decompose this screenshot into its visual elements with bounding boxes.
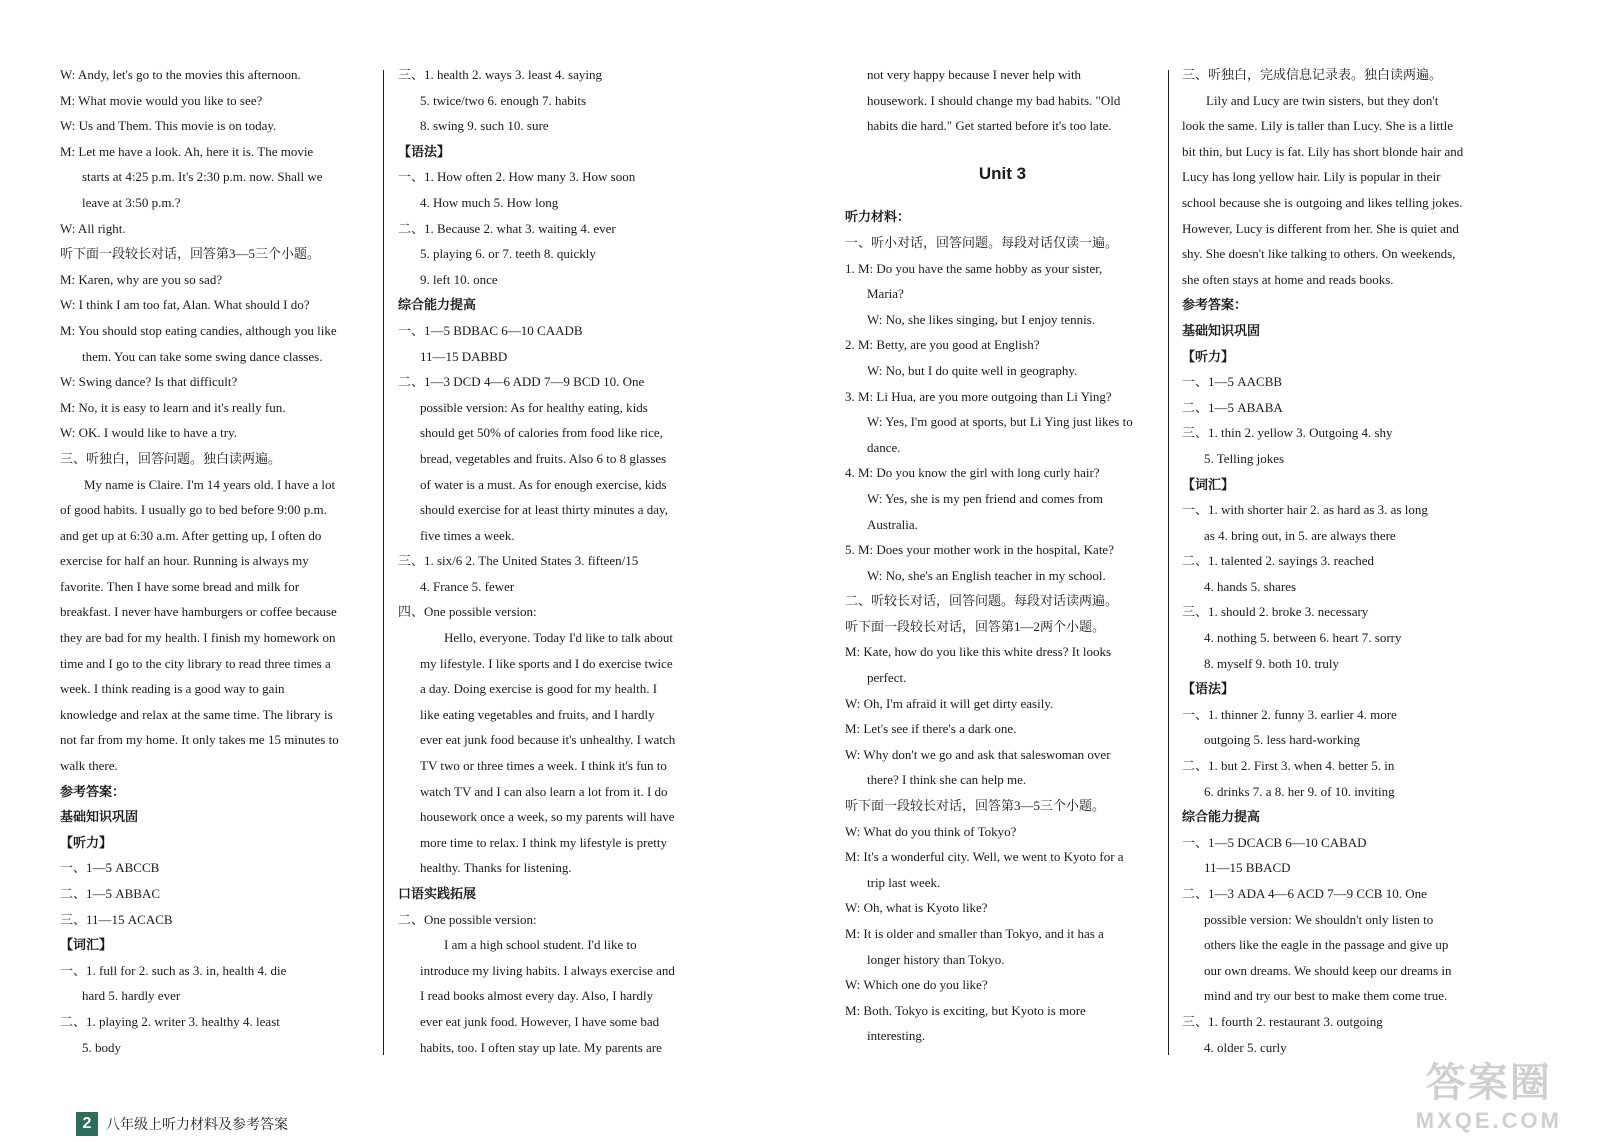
text-line: 三、1. health 2. ways 3. least 4. saying [398, 67, 602, 82]
text-line: should get 50% of calories from food like rice, [420, 425, 663, 441]
left-page-column-2 [398, 62, 720, 1060]
text-line: 三、1. fourth 2. restaurant 3. outgoing [1182, 1013, 1383, 1029]
text-line: should exercise for at least thirty minutes a day, [420, 502, 668, 518]
text-line: 【听力】 [1182, 348, 1235, 364]
text-line: M: Let's see if there's a dark one. [845, 721, 1017, 737]
text-line: trip last week. [867, 874, 941, 890]
text-line: 二、听较长对话，回答问题。每段对话读两遍。 [845, 593, 1119, 609]
text-line: dance. [867, 439, 901, 455]
text-line: M: It's a wonderful city. Well, we went to Kyoto for a [845, 849, 1124, 865]
text-line: possible version: We shouldn't only listen to [1204, 911, 1434, 927]
text-line: 8. myself 9. both 10. truly [1204, 655, 1340, 671]
text-line: 1. M: Do you have the same hobby as your sister, [845, 260, 1103, 276]
text-line: 一、1. thinner 2. funny 3. earlier 4. more [1182, 706, 1397, 722]
text-line: 二、One possible version: [398, 911, 537, 927]
text-line: W: Why don't we go and ask that saleswoman over [845, 746, 1111, 762]
text-line: of water is a must. As for enough exercise, kids [420, 476, 667, 492]
text-line: favorite. Then I have some bread and milk for [60, 578, 300, 594]
text-line: 一、1. How often 2. How many 3. How soon [398, 169, 636, 185]
page-number: 2 [76, 1112, 98, 1136]
text-line: walk there. [60, 758, 118, 774]
text-line: exercise for half an hour. Running is always my [60, 553, 309, 569]
text-line: M: Both. Tokyo is exciting, but Kyoto is more [845, 1002, 1086, 1018]
text-line: 4. How much 5. How long [420, 194, 559, 210]
text-line: look the same. Lily is taller than Lucy. She is a little [1182, 118, 1454, 134]
text-line: like eating vegetables and fruits, and I hardly [420, 706, 655, 722]
text-line: 4. France 5. fewer [420, 578, 515, 594]
text-line: housework once a week, so my parents will have [420, 809, 675, 825]
text-line: 5. body [82, 1039, 121, 1055]
text-line: W: I think I am too fat, Alan. What should I do? [60, 297, 310, 313]
text-line: W: Andy, let's go to the movies this afternoon. [60, 67, 301, 82]
text-line: hard 5. hardly ever [82, 988, 181, 1004]
text-line: W: Oh, what is Kyoto like? [845, 900, 988, 916]
text-line: watch TV and I can also learn a lot from it. I do [420, 783, 668, 799]
text-line: 3. M: Li Hua, are you more outgoing than Li Ying? [845, 388, 1112, 404]
text-line: bit thin, but Lucy is fat. Lily has short blonde hair and [1182, 143, 1464, 159]
text-line: However, Lucy is different from her. She is quiet and [1182, 220, 1459, 236]
text-line: shy. She doesn't like talking to others. On weekends, [1182, 246, 1456, 262]
right-page-column-1 [845, 62, 1160, 1049]
text-line: of good habits. I usually go to bed before 9:00 p.m. [60, 502, 327, 518]
text-line: 4. nothing 5. between 6. heart 7. sorry [1204, 630, 1402, 646]
text-line: W: OK. I would like to have a try. [60, 425, 238, 441]
text-line: I read books almost every day. Also, I hardly [420, 988, 654, 1004]
text-line: 三、1. six/6 2. The United States 3. fifteen/15 [398, 553, 639, 569]
text-line: ever eat junk food because it's unhealthy. I watch [420, 732, 676, 748]
text-line: housework. I should change my bad habits. "Old [867, 92, 1121, 108]
text-line: healthy. Thanks for listening. [420, 860, 572, 876]
text-line: 基础知识巩固 [60, 809, 139, 825]
page-footer [76, 1112, 288, 1136]
text-line: Maria? [867, 286, 904, 302]
text-line: 参考答案： [1182, 297, 1248, 313]
text-line: W: What do you think of Tokyo? [845, 823, 1017, 839]
text-line: M: What movie would you like to see? [60, 92, 263, 108]
text-line: 6. drinks 7. a 8. her 9. of 10. inviting [1204, 783, 1395, 799]
text-line: knowledge and relax at the same time. The library is [60, 706, 333, 722]
text-line: 二、1—3 DCD 4—6 ADD 7—9 BCD 10. One [398, 374, 645, 390]
right-page-column-2 [1182, 62, 1502, 1060]
text-line: W: Yes, I'm good at sports, but Li Ying just likes to [867, 414, 1133, 430]
text-line: W: No, she likes singing, but I enjoy tennis. [867, 311, 1096, 327]
text-line: 二、1—3 ADA 4—6 ACD 7—9 CCB 10. One [1182, 886, 1427, 901]
text-line: 【词汇】 [60, 937, 113, 953]
text-line: time and I go to the city library to read three times a [60, 655, 331, 671]
text-line: W: All right. [60, 220, 126, 236]
text-line: 基础知识巩固 [1182, 322, 1261, 338]
text-line: 听下面一段较长对话，回答第1—2两个小题。 [845, 618, 1106, 634]
text-line: 参考答案： [60, 783, 126, 799]
text-line: 2. M: Betty, are you good at English? [845, 337, 1040, 353]
text-line: more time to relax. I think my lifestyle is pretty [420, 834, 667, 850]
text-line: 【语法】 [1182, 681, 1235, 697]
text-line: 三、11—15 ACACB [60, 911, 173, 927]
text-line: others like the eagle in the passage and give up [1204, 937, 1449, 953]
text-line: 二、1—5 ABBAC [60, 886, 161, 901]
text-line: 5. twice/two 6. enough 7. habits [420, 92, 587, 108]
text-line: not far from my home. It only takes me 15 minutes to [60, 732, 339, 748]
text-line: leave at 3:50 p.m.? [82, 194, 181, 210]
text-line: 【听力】 [60, 834, 113, 850]
text-line: M: Let me have a look. Ah, here it is. The movie [60, 143, 314, 159]
text-line: M: Karen, why are you so sad? [60, 271, 223, 287]
text-line: 一、1—5 ABCCB [60, 860, 160, 876]
text-line: Lucy has long yellow hair. Lily is popular in their [1182, 169, 1441, 185]
text-line: 一、1—5 DCACB 6—10 CABAD [1182, 834, 1367, 850]
text-line: 一、听小对话，回答问题。每段对话仅读一遍。 [845, 234, 1119, 250]
text-line: 11—15 BBACD [1204, 860, 1291, 876]
text-line: 一、1—5 BDBAC 6—10 CAADB [398, 322, 583, 338]
text-line: breakfast. I never have hamburgers or coffee because [60, 604, 337, 620]
text-line: 4. M: Do you know the girl with long curly hair? [845, 465, 1100, 481]
text-line: 听下面一段较长对话，回答第3—5三个小题。 [60, 246, 321, 262]
unit-title: Unit 3 [978, 163, 1027, 183]
text-line: habits die hard." Get started before it's too late. [867, 118, 1112, 134]
text-line: 听力材料： [845, 209, 911, 225]
text-line: 二、1. playing 2. writer 3. healthy 4. least [60, 1013, 280, 1029]
text-line: My name is Claire. I'm 14 years old. I have a lot [84, 476, 336, 492]
text-line: outgoing 5. less hard-working [1204, 732, 1360, 748]
text-line: Australia. [867, 516, 918, 532]
text-line: Lily and Lucy are twin sisters, but they don't [1206, 92, 1439, 108]
text-line: W: No, she's an English teacher in my school. [867, 567, 1106, 583]
text-line: 三、1. should 2. broke 3. necessary [1182, 604, 1369, 620]
text-line: 三、1. thin 2. yellow 3. Outgoing 4. shy [1182, 425, 1393, 441]
text-line: M: Kate, how do you like this white dress? It looks [845, 644, 1112, 660]
text-line: 二、1. but 2. First 3. when 4. better 5. in [1182, 758, 1395, 774]
text-line: interesting. [867, 1028, 926, 1044]
text-line: W: Which one do you like? [845, 977, 988, 993]
text-line: 三、听独白，完成信息记录表。独白读两遍。 [1182, 67, 1443, 82]
text-line: starts at 4:25 p.m. It's 2:30 p.m. now. Shall we [82, 169, 323, 185]
watermark-logo: 答案圈 MXQE.COM [1415, 1061, 1562, 1133]
text-line: bread, vegetables and fruits. Also 6 to 8 glasses [420, 450, 667, 466]
text-line: introduce my living habits. I always exercise and [420, 962, 675, 978]
text-line: 三、听独白，回答问题。独白读两遍。 [60, 450, 282, 466]
text-line: TV two or three times a week. I think it's fun to [420, 758, 667, 774]
text-line: 4. older 5. curly [1204, 1039, 1287, 1055]
text-line: school because she is outgoing and likes telling jokes. [1182, 194, 1463, 210]
text-line: 5. playing 6. or 7. teeth 8. quickly [420, 246, 596, 262]
text-line: they are bad for my health. I finish my homework on [60, 630, 336, 646]
text-line: and get up at 6:30 a.m. After getting up, I often do [60, 527, 322, 543]
left-page-column-1 [60, 62, 376, 1060]
text-line: 11—15 DABBD [420, 348, 508, 364]
text-line: 8. swing 9. such 10. sure [420, 118, 549, 134]
text-line: mind and try our best to make them come true. [1204, 988, 1448, 1004]
text-line: I am a high school student. I'd like to [444, 937, 637, 953]
text-line: 【语法】 [398, 143, 451, 159]
text-line: there? I think she can help me. [867, 772, 1027, 788]
text-line: 综合能力提高 [1182, 809, 1261, 825]
text-line: not very happy because I never help with [867, 67, 1082, 82]
text-line: five times a week. [420, 527, 515, 543]
text-line: 二、1—5 ABABA [1182, 399, 1283, 415]
text-line: 综合能力提高 [398, 297, 477, 313]
text-line: 9. left 10. once [420, 271, 498, 287]
text-line: 二、1. talented 2. sayings 3. reached [1182, 553, 1375, 569]
text-line: possible version: As for healthy eating, kids [420, 399, 648, 415]
text-line: perfect. [867, 670, 907, 686]
footer-title: 八年级上听力材料及参考答案 [106, 1117, 288, 1133]
text-line: M: No, it is easy to learn and it's really fun. [60, 399, 286, 415]
text-line: my lifestyle. I like sports and I do exercise twice [420, 655, 673, 671]
text-line: 一、1. with shorter hair 2. as hard as 3. as long [1182, 502, 1428, 518]
text-line: week. I think reading is a good way to gain [60, 681, 285, 697]
column-divider [1168, 70, 1169, 1055]
text-line: ever eat junk food. However, I have some bad [420, 1013, 660, 1029]
text-line: Hello, everyone. Today I'd like to talk about [444, 630, 673, 646]
column-divider [383, 70, 384, 1055]
text-line: 四、One possible version: [398, 604, 537, 620]
text-line: W: No, but I do quite well in geography. [867, 362, 1078, 378]
text-line: 4. hands 5. shares [1204, 578, 1297, 594]
text-line: W: Swing dance? Is that difficult? [60, 374, 238, 390]
text-line: 听下面一段较长对话，回答第3—5三个小题。 [845, 798, 1106, 814]
text-line: habits, too. I often stay up late. My parents are [420, 1039, 662, 1055]
text-line: W: Oh, I'm afraid it will get dirty easily. [845, 695, 1054, 711]
text-line: 5. M: Does your mother work in the hospital, Kate? [845, 542, 1114, 558]
text-line: 一、1—5 AACBB [1182, 374, 1283, 390]
text-line: 一、1. full for 2. such as 3. in, health 4. die [60, 962, 287, 978]
text-line: she often stays at home and reads books. [1182, 271, 1394, 287]
text-line: them. You can take some swing dance classes. [82, 348, 323, 364]
text-line: a day. Doing exercise is good for my health. I [420, 681, 658, 697]
text-line: 5. Telling jokes [1204, 450, 1285, 466]
text-line: as 4. bring out, in 5. are always there [1204, 527, 1396, 543]
text-line: 口语实践拓展 [398, 886, 477, 901]
text-line: W: Us and Them. This movie is on today. [60, 118, 277, 134]
text-line: 二、1. Because 2. what 3. waiting 4. ever [398, 220, 616, 236]
text-line: M: It is older and smaller than Tokyo, and it has a [845, 926, 1104, 941]
text-line: our own dreams. We should keep our dreams in [1204, 962, 1452, 978]
text-line: M: You should stop eating candies, although you like [60, 322, 337, 338]
text-line: 【词汇】 [1182, 476, 1235, 492]
text-line: longer history than Tokyo. [867, 951, 1005, 967]
text-line: W: Yes, she is my pen friend and comes from [867, 490, 1104, 506]
